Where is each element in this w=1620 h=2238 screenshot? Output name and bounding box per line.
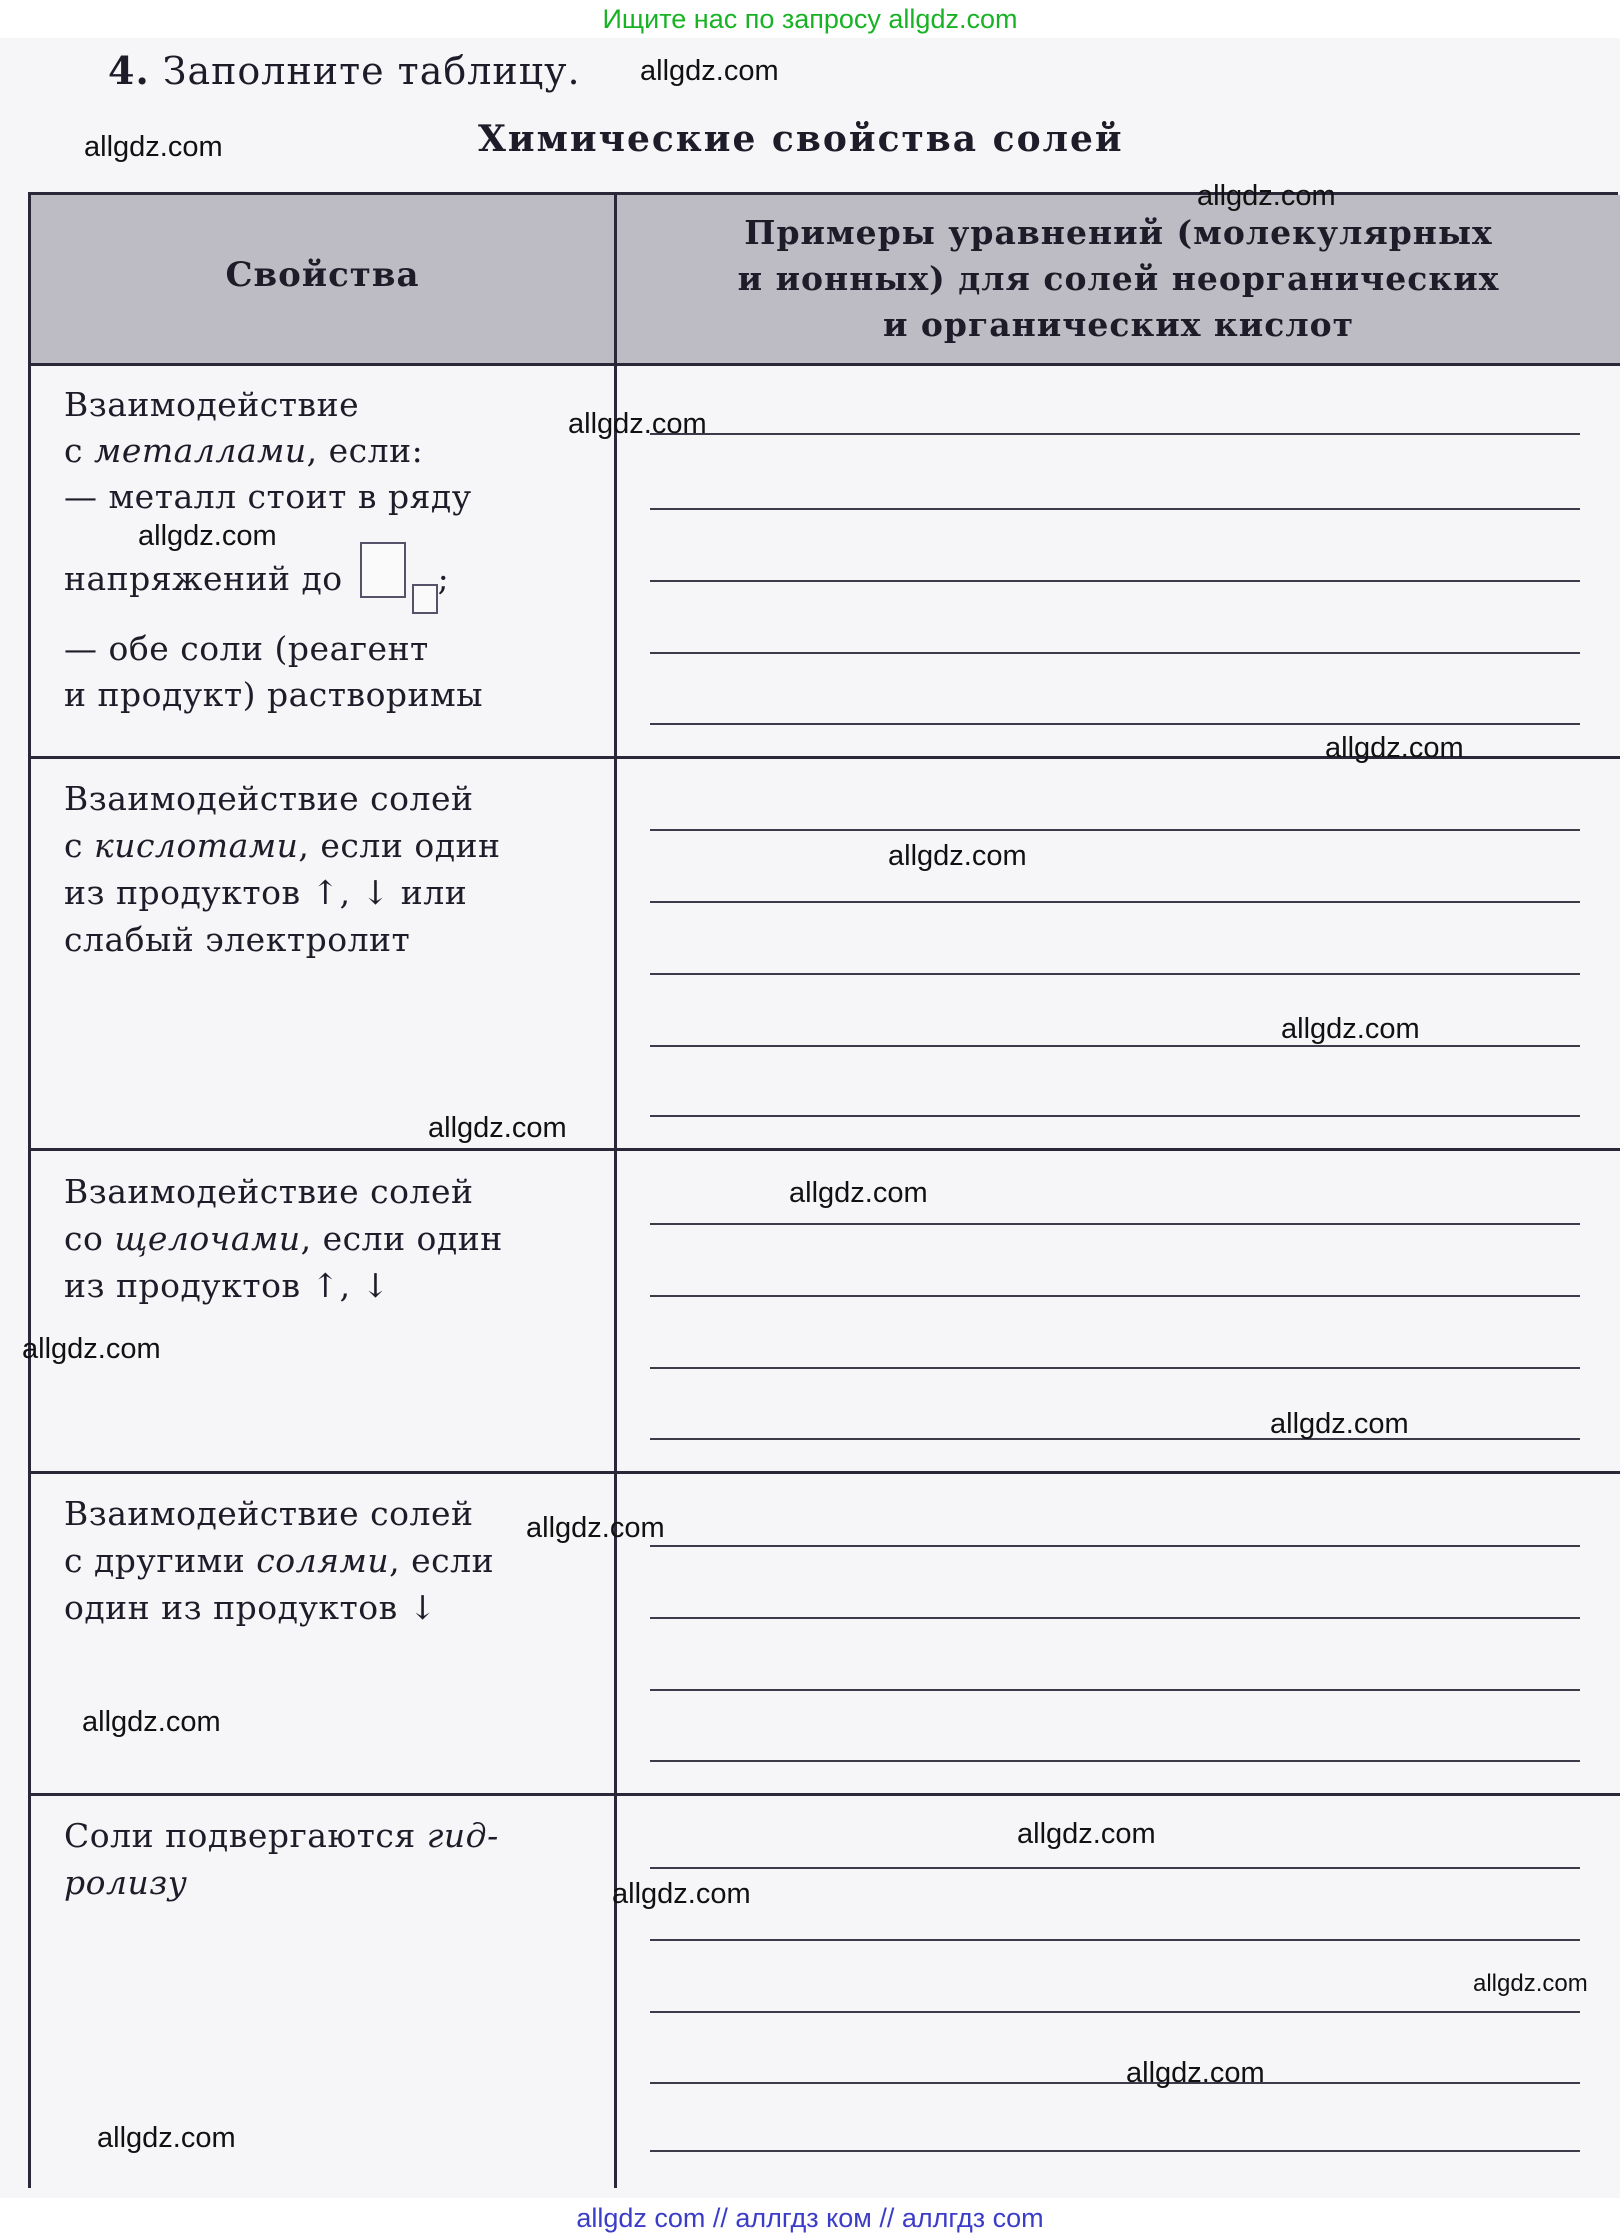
answer-line[interactable] [650, 1867, 1580, 1869]
answer-line[interactable] [650, 1115, 1580, 1117]
header-properties: Свойства [225, 255, 420, 295]
property-line: и продукт) растворимы [64, 675, 483, 714]
element-subscript-blank[interactable] [412, 584, 438, 614]
property-line: из продуктов ↑, ↓ или [64, 873, 468, 912]
property-line: один из продуктов ↓ [64, 1588, 437, 1627]
row-divider [28, 363, 1620, 366]
row-divider [28, 1471, 1620, 1474]
task-heading [108, 48, 581, 93]
property-line: Взаимодействие солей [64, 779, 474, 818]
answer-line[interactable] [650, 1689, 1580, 1691]
property-line: — обе соли (реагент [64, 629, 429, 668]
watermark[interactable]: allgdz.com [82, 1706, 221, 1738]
answer-line[interactable] [650, 1545, 1580, 1547]
task-number: 4. [108, 48, 150, 93]
property-line: напряжений до ; [64, 542, 604, 614]
answer-line[interactable] [650, 1438, 1580, 1440]
answer-line[interactable] [650, 580, 1580, 582]
watermark[interactable]: allgdz.com [888, 840, 1027, 872]
table-title: Химические свойства солей [478, 118, 1124, 160]
property-line: Взаимодействие [64, 385, 360, 424]
header-examples [617, 210, 1620, 348]
answer-line[interactable] [650, 1367, 1580, 1369]
answer-line[interactable] [650, 2011, 1580, 2013]
watermark[interactable]: allgdz.com [97, 2122, 236, 2154]
top-banner[interactable]: Ищите нас по запросу allgdz.com [0, 0, 1620, 38]
property-line: со щелочами, если один [64, 1219, 503, 1258]
property-line: — металл стоит в ряду [64, 477, 472, 516]
row-salts-property [64, 1490, 604, 1631]
answer-line[interactable] [650, 901, 1580, 903]
element-symbol-blank[interactable] [360, 542, 406, 598]
answer-line[interactable] [650, 1295, 1580, 1297]
task-text: Заполните таблицу. [162, 49, 581, 93]
bottom-banner[interactable]: allgdz com // аллгдз ком // аллгдз com [0, 2198, 1620, 2238]
answer-line[interactable] [650, 652, 1580, 654]
watermark[interactable]: allgdz.com [1017, 1818, 1156, 1850]
property-line: Взаимодействие солей [64, 1172, 474, 1211]
watermark[interactable]: allgdz.com [612, 1878, 751, 1910]
watermark[interactable]: allgdz.com [789, 1177, 928, 1209]
property-line: с кислотами, если один [64, 826, 501, 865]
property-line: с другими солями, если [64, 1541, 495, 1580]
answer-line[interactable] [650, 1617, 1580, 1619]
property-line: ролизу [64, 1863, 188, 1902]
header-examples-line: и органических кислот [882, 305, 1355, 344]
property-line: Взаимодействие солей [64, 1494, 474, 1533]
watermark[interactable]: allgdz.com [22, 1333, 161, 1365]
watermark[interactable]: allgdz.com [1126, 2057, 1265, 2089]
header-examples-line: и ионных) для солей неорганических [737, 259, 1500, 298]
answer-line[interactable] [650, 1223, 1580, 1225]
row-divider [28, 1148, 1620, 1151]
answer-line[interactable] [650, 1045, 1580, 1047]
property-line: из продуктов ↑, ↓ [64, 1266, 390, 1305]
answer-line[interactable] [650, 1939, 1580, 1941]
header-examples-line: Примеры уравнений (молекулярных [744, 213, 1493, 252]
watermark[interactable]: allgdz.com [1325, 732, 1464, 764]
answer-line[interactable] [650, 829, 1580, 831]
watermark[interactable]: allgdz.com [138, 520, 277, 552]
watermark[interactable]: allgdz.com [1281, 1013, 1420, 1045]
watermark[interactable]: allgdz.com [526, 1512, 665, 1544]
property-line: слабый электролит [64, 920, 411, 959]
row-alkalis-property [64, 1168, 604, 1309]
watermark[interactable]: allgdz.com [640, 55, 779, 87]
answer-line[interactable] [650, 973, 1580, 975]
row-hydrolysis-property [64, 1812, 604, 1906]
property-line: с металлами, если: [64, 431, 424, 470]
watermark[interactable]: allgdz.com [1197, 180, 1336, 212]
answer-line[interactable] [650, 433, 1580, 435]
answer-line[interactable] [650, 723, 1580, 725]
answer-line[interactable] [650, 2082, 1580, 2084]
answer-line[interactable] [650, 2150, 1580, 2152]
watermark[interactable]: allgdz.com [428, 1112, 567, 1144]
property-line: Соли подвергаются гид- [64, 1816, 499, 1855]
watermark[interactable]: allgdz.com [568, 408, 707, 440]
row-acids-property [64, 775, 604, 963]
watermark[interactable]: allgdz.com [84, 131, 223, 163]
watermark[interactable]: allgdz.com [1270, 1408, 1409, 1440]
answer-line[interactable] [650, 508, 1580, 510]
answer-line[interactable] [650, 1760, 1580, 1762]
watermark[interactable]: allgdz.com [1473, 1970, 1588, 1997]
row-divider [28, 1793, 1620, 1796]
